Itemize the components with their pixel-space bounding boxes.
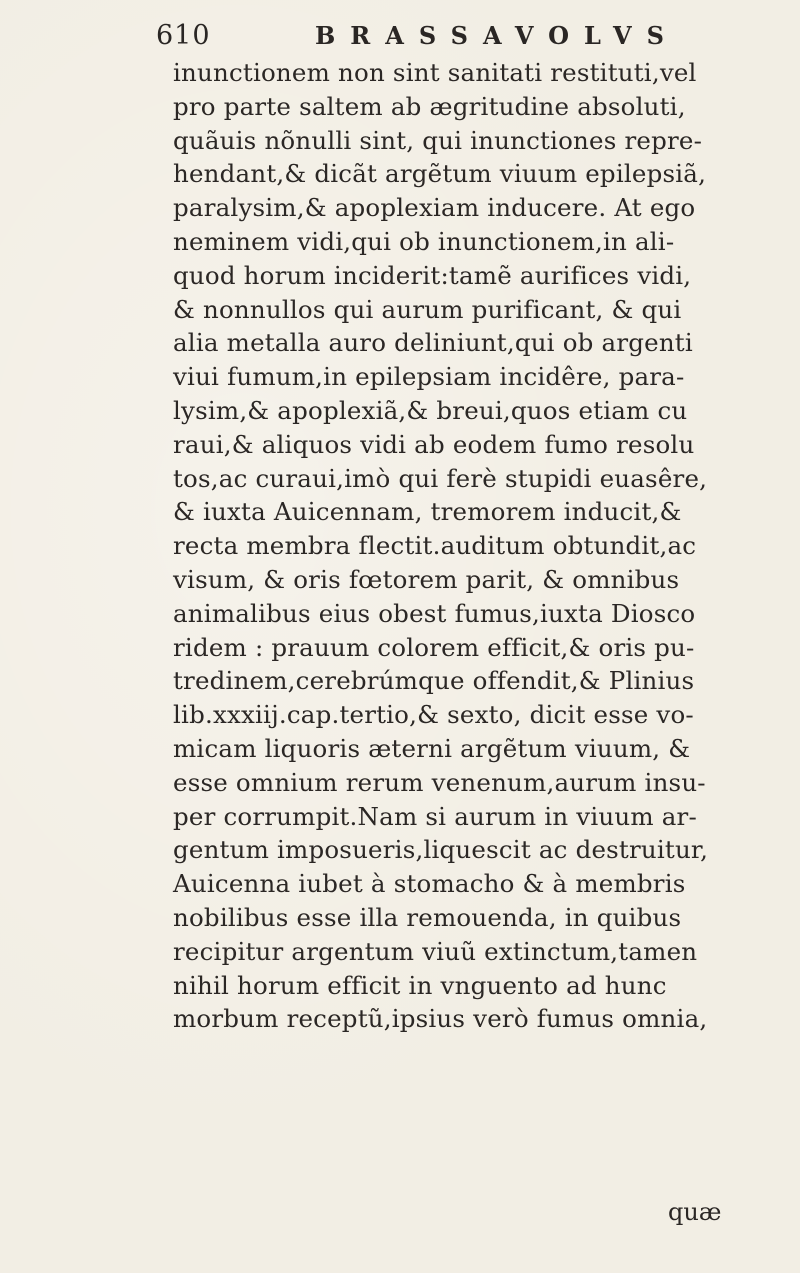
text-line: tredinem,cerebrúmque offendit,& Plinius [173,666,695,696]
text-line: gentum imposueris,liquescit ac destruitur, [173,835,709,865]
text-line: raui,& aliquos vidi ab eodem fumo resolu [173,429,695,459]
text-line: esse omnium rerum venenum,aurum insu- [173,767,706,797]
text-line: paralysim,& apoplexiam inducere. At ego [173,193,696,223]
text-line: tos,ac curaui,imò qui ferè stupidi euasêre, [173,463,708,493]
text-line: neminem vidi,qui ob inunctionem,in ali- [173,226,675,256]
text-line: hendant,& dicãt argẽtum viuum epilepsiã, [173,159,707,189]
text-line: ridem : prauum colorem efficit,& oris pu- [173,632,695,662]
page-header [0,14,800,54]
text-line: micam liquoris æterni argẽtum viuum, & [173,733,691,763]
text-line: & iuxta Auicennam, tremorem inducit,& [173,497,682,527]
text-line: nobilibus esse illa remouenda, in quibus [173,902,682,932]
text-line: recipitur argentum viuũ extinctum,tamen [173,936,698,966]
text-line: recta membra flectit.auditum obtundit,ac [173,531,697,561]
catchword: quæ [668,1198,722,1226]
page-number: 610 [156,20,211,51]
text-line: Auicenna iubet à stomacho & à membris [173,869,686,899]
text-line: lysim,& apoplexiã,& breui,quos etiam cu [173,395,688,425]
body-text [173,56,773,1036]
text-line: visum, & oris fœtorem parit, & omnibus [173,564,680,594]
text-line: per corrumpit.Nam si aurum in viuum ar- [173,801,697,831]
text-line: & nonnullos qui aurum purificant, & qui [173,294,682,324]
running-head: BRASSAVOLVS [315,21,679,50]
text-line: morbum receptũ,ipsius verò fumus omnia, [173,1004,708,1034]
text-line: pro parte saltem ab ægritudine absoluti, [173,91,686,121]
text-line: quãuis nõnulli sint, qui inunctiones repre- [173,125,703,155]
text-line: nihil horum efficit in vnguento ad hunc [173,970,667,1000]
text-line: viui fumum,in epilepsiam incidêre, para- [173,362,685,392]
text-line: quod horum inciderit:tamẽ aurifices vidi, [173,260,692,290]
text-line: alia metalla auro deliniunt,qui ob argenti [173,328,693,358]
text-line: inunctionem non sint sanitati restituti,vel [173,58,697,87]
text-line: lib.xxxiij.cap.tertio,& sexto, dicit esse vo- [173,700,694,730]
text-line: animalibus eius obest fumus,iuxta Diosco [173,598,696,628]
